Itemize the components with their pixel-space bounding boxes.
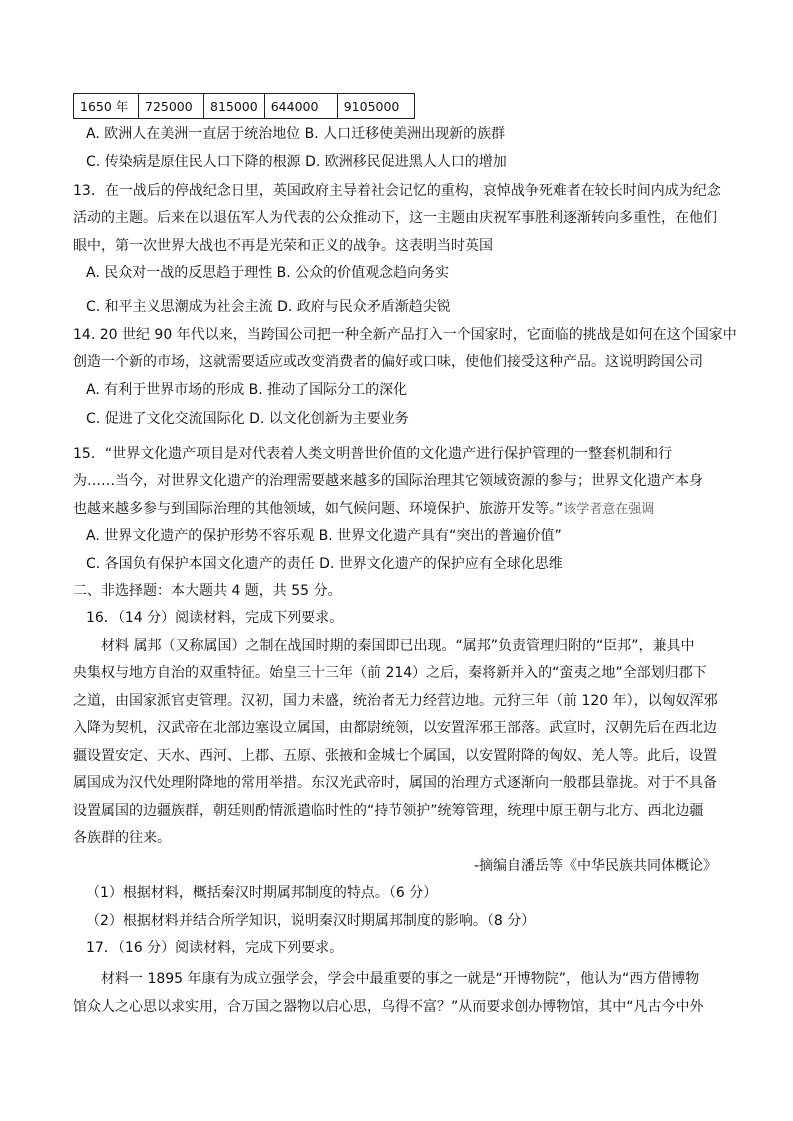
q13-options-cd: C. 和平主义思潮成为社会主流 D. 政府与民众矛盾渐趋尖锐 <box>86 299 451 315</box>
q15-stem-line <box>73 499 654 520</box>
q16-material-line: 设置属国的边疆族群，朝廷则酌情派遣临时性的“持节领护”统筹管理，统理中原王朝与北方、西北边疆 <box>73 803 704 819</box>
q14-options-ab: A. 有利于世界市场的形成 B. 推动了国际分工的深化 <box>86 382 408 398</box>
q16-material-line: 属国成为汉代处理附降地的常用举措。东汉光武帝时，属国的治理方式逐渐向一般郡县靠拢。对于不具备 <box>73 775 717 791</box>
q16-material-line: 央集权与地方自治的双重特征。始皇三十三年（前 214）之后，秦将新并入的“蛮夷之地”全部划归郡下 <box>73 665 707 681</box>
q16-subquestion-2: （2）根据材料并结合所学知识，说明秦汉时期属邦制度的影响。（8 分） <box>86 913 536 929</box>
q12-options-cd: C. 传染病是原住民人口下降的根源 D. 欧洲移民促进黑人人口的增加 <box>86 154 507 170</box>
q15-stem-line: 为……当今，对世界文化遗产的治理需要越来越多的国际治理其它领域资源的参与；世界文化遗产本身 <box>73 473 703 489</box>
q14-options-cd: C. 促进了文化交流国际化 D. 以文化创新为主要业务 <box>86 411 409 427</box>
q12-options-ab: A. 欧洲人在美洲一直居于统治地位 B. 人口迁移使美洲出现新的族群 <box>86 126 506 142</box>
q14-stem-line: 14. 20 世纪 90 年代以来，当跨国公司把一种全新产品打入一个国家时，它面临的挑战是如何在这个国家中 <box>73 327 737 343</box>
q16-title: 16．（14 分）阅读材料，完成下列要求。 <box>86 610 344 626</box>
q13-stem-line: 13．在一战后的停战纪念日里，英国政府主导着社会记忆的重构，哀悼战争死难者在较长时间内成为纪念 <box>73 183 721 199</box>
q16-source-citation: -摘编自潘岳等《中华民族共同体概论》 <box>473 858 717 874</box>
q16-material-line: 之道，由国家派官吏管理。汉初，国力未盛，统治者无力经营边地。元狩三年（前 120 年），以匈奴浑邪 <box>73 693 718 709</box>
table-cell: 9105000 <box>337 94 414 119</box>
q16-material-line: 材料 属邦（又称属国）之制在战国时期的秦国即已出现。“属邦”负责管理归附的“臣邦”，兼具中 <box>101 638 695 654</box>
table-row <box>74 94 415 119</box>
q15-quote-end: 也越来越多参与到国际治理的其他领域，如气候问题、环境保护、旅游开发等。” <box>73 501 564 517</box>
section-heading: 二、非选择题：本大题共 4 题，共 55 分。 <box>73 583 342 599</box>
q15-stem-line: 15．“世界文化遗产项目是对代表着人类文明普世价值的文化遗产进行保护管理的一整套机制和行 <box>73 446 673 462</box>
q13-stem-line: 眼中，第一次世界大战也不再是光荣和正义的战争。这表明当时英国 <box>73 238 493 254</box>
q16-subquestion-1: （1）根据材料，概括秦汉时期属邦制度的特点。（6 分） <box>86 885 438 901</box>
table-cell: 815000 <box>204 94 265 119</box>
q13-options-ab: A. 民众对一战的反思趋于理性 B. 公众的价值观念趋向务实 <box>86 265 450 281</box>
q17-title: 17．（16 分）阅读材料，完成下列要求。 <box>86 940 344 956</box>
table-cell: 644000 <box>264 94 337 119</box>
q14-stem-line: 创造一个新的市场，这就需要适应或改变消费者的偏好或口味，使他们接受这种产品。这说明跨国公司 <box>73 354 703 370</box>
q17-material-line: 馆众人之心思以求实用，合万国之器物以启心思，乌得不富？”从而要求创办博物馆，其中“凡古今中外 <box>73 999 704 1015</box>
q16-material-line: 各族群的往来。 <box>73 830 171 846</box>
q15-options-cd: C. 各国负有保护本国文化遗产的责任 D. 世界文化遗产的保护应有全球化思维 <box>86 556 563 572</box>
table-cell: 725000 <box>139 94 204 119</box>
population-table <box>73 93 415 119</box>
q15-options-ab: A. 世界文化遗产的保护形势不容乐观 B. 世界文化遗产具有“突出的普遍价值” <box>86 528 562 544</box>
q13-stem-line: 活动的主题。后来在以退伍军人为代表的公众推动下，这一主题由庆祝军事胜利逐渐转向多重性，在他们 <box>73 210 717 226</box>
q17-material-line: 材料一 1895 年康有为成立强学会，学会中最重要的事之一就是“开博物院”，他认为“西方借博物 <box>101 971 700 987</box>
q16-material-line: 入降为契机，汉武帝在北部边塞设立属国，由都尉统领，以安置浑邪王部落。武宣时，汉朝先后在西北边 <box>73 720 717 736</box>
q15-question: 该学者意在强调 <box>563 502 655 517</box>
q16-material-line: 疆设置安定、天水、西河、上郡、五原、张掖和金城七个属国，以安置附降的匈奴、羌人等。此后，设置 <box>73 748 717 764</box>
table-cell-year: 1650 年 <box>74 94 139 119</box>
